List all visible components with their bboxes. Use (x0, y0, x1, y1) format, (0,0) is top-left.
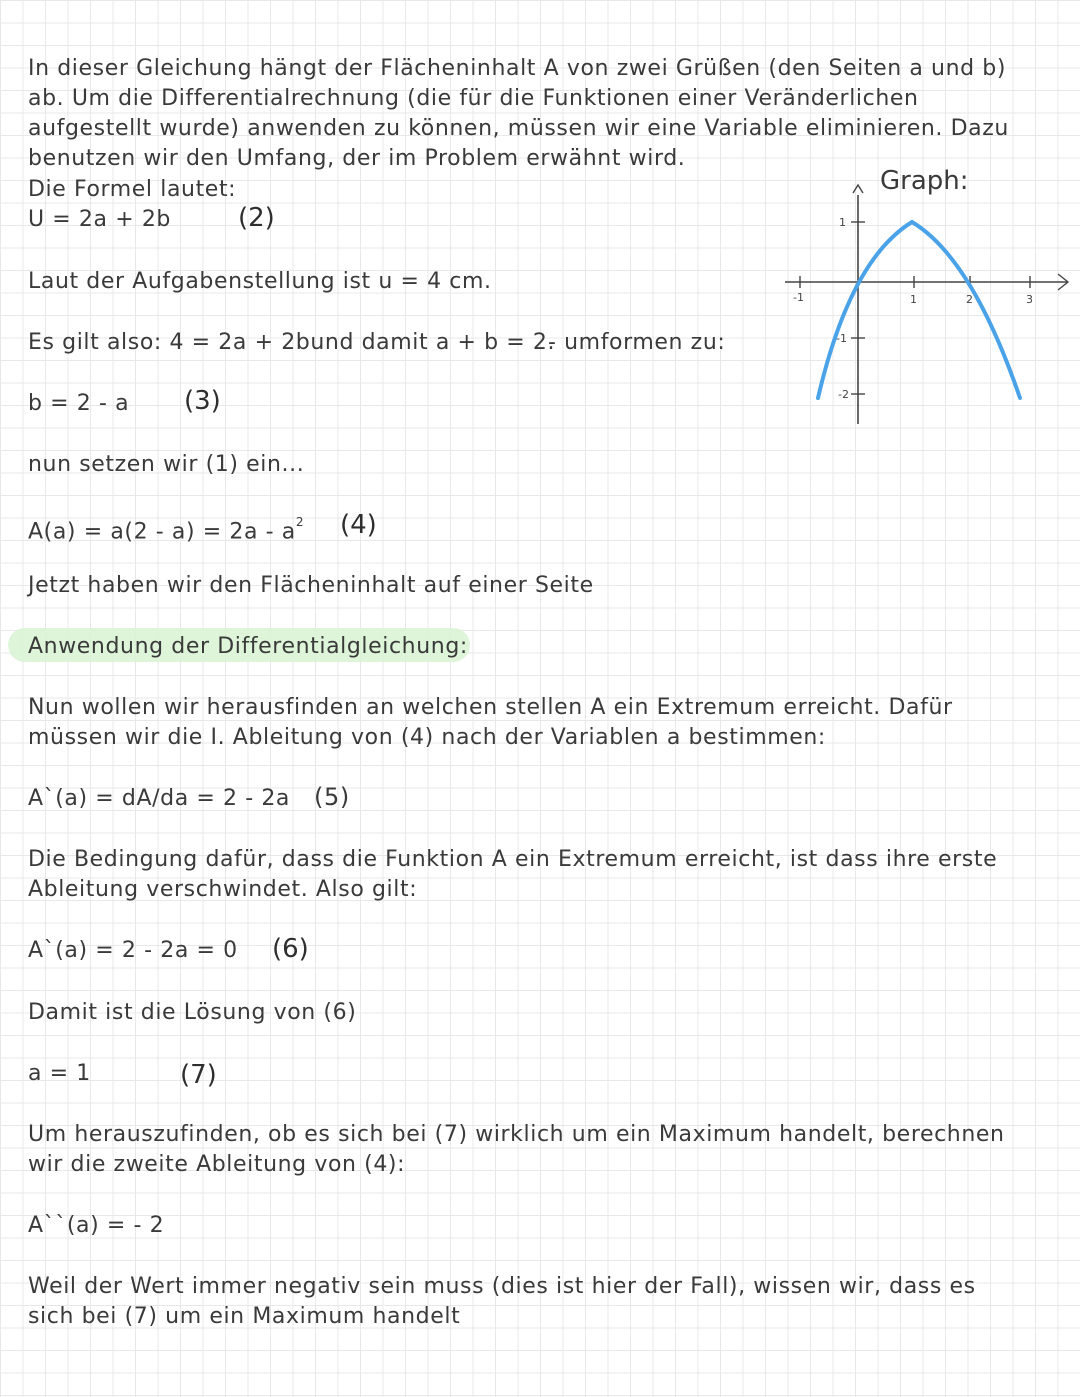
equation-4-text: A(a) = a(2 - a) = 2a - a (28, 519, 296, 545)
x-tick-label: -1 (793, 291, 804, 304)
paragraph-line: wir die zweite Ableitung von (4): (28, 1152, 406, 1177)
x-tick-label: 1 (910, 293, 917, 306)
equation-4-exponent: 2 (295, 515, 305, 529)
paragraph-line: Die Bedingung dafür, dass die Funktion A ein Extremum erreicht, ist dass ihre erste (28, 847, 998, 872)
equation-3-label: (3) (184, 386, 221, 416)
y-tick-label: -2 (838, 388, 849, 401)
paragraph-line: müssen wir die I. Ableitung von (4) nach der Variablen a bestimmen: (28, 725, 826, 750)
x-tick-label: 3 (1026, 293, 1033, 306)
paragraph-line: Ableitung verschwindet. Also gilt: (28, 877, 418, 902)
equation-6: A`(a) = 2 - 2a = 0 (28, 938, 238, 963)
equation-5-label: (5) (314, 783, 350, 811)
parabola-curve (818, 222, 1020, 398)
also-statement: Es gilt also: 4 = 2a + 2bund damit a + b = 2. (28, 330, 556, 355)
formula-intro: Die Formel lautet: (28, 177, 237, 202)
equation-4-label: (4) (340, 510, 377, 540)
one-side-statement: Jetzt haben wir den Flächeninhalt auf einer Seite (28, 573, 594, 598)
equation-3: b = 2 - a (28, 391, 130, 416)
y-axis-arrow-icon (853, 185, 863, 193)
equation-7: a = 1 (28, 1061, 91, 1086)
solution-statement: Damit ist die Lösung von (6) (28, 1000, 357, 1025)
umformen-note: - umformen zu: (548, 330, 726, 355)
equation-2-label: (2) (238, 203, 275, 233)
graph-title: Graph: (880, 166, 969, 196)
paragraph-line: Weil der Wert immer negativ sein muss (dies ist hier der Fall), wissen wir, dass es (28, 1274, 976, 1299)
paragraph-line: aufgestellt wurde) anwenden zu können, müssen wir eine Variable eliminieren. Dazu (28, 116, 1009, 141)
equation-2: U = 2a + 2b (28, 207, 171, 232)
y-tick-label: 1 (839, 216, 846, 229)
y-tick-label: -1 (836, 332, 847, 345)
paragraph-line: Um herauszufinden, ob es sich bei (7) wirklich um ein Maximum handelt, berechnen (28, 1122, 1005, 1147)
equation-7-label: (7) (180, 1060, 217, 1090)
paragraph-line: sich bei (7) um ein Maximum handelt (28, 1304, 461, 1329)
equation-6-label: (6) (272, 934, 309, 964)
given-statement: Laut der Aufgabenstellung ist u = 4 cm. (28, 269, 492, 294)
insert-statement: nun setzen wir (1) ein... (28, 452, 305, 477)
equation-5: A`(a) = dA/da = 2 - 2a (28, 786, 291, 811)
paragraph-line: Nun wollen wir herausfinden an welchen stellen A ein Extremum erreicht. Dafür (28, 695, 953, 720)
paragraph-line: ab. Um die Differentialrechnung (die für die Funktionen einer Veränderlichen (28, 86, 919, 111)
section-heading: Anwendung der Differentialgleichung: (28, 634, 468, 659)
paragraph-line: benutzen wir den Umfang, der im Problem erwähnt wird. (28, 146, 686, 171)
paragraph-line: In dieser Gleichung hängt der Flächeninhalt A von zwei Grüßen (den Seiten a und b) (28, 56, 1007, 81)
equation-8: A``(a) = - 2 (28, 1213, 165, 1238)
x-tick-label: 2 (966, 293, 973, 306)
